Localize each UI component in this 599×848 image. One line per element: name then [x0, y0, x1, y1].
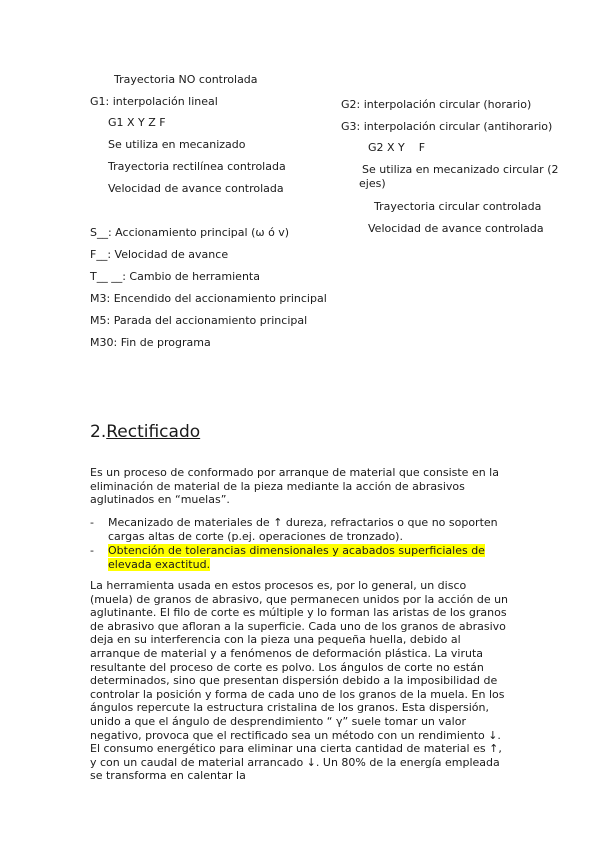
- g1-syntax: G1 X Y Z F: [108, 116, 166, 129]
- circular-velocity: Velocidad de avance controlada: [368, 222, 544, 235]
- section-title-text: Rectificado: [106, 422, 201, 442]
- circular-use-line2: ejes): [359, 177, 386, 190]
- bullet-dash: -: [90, 544, 94, 557]
- section-number: 2.: [90, 422, 107, 442]
- m5-code: M5: Parada del accionamiento principal: [90, 314, 308, 327]
- g2-syntax: G2 X Y F: [368, 141, 426, 154]
- g1-trajectory: Trayectoria rectilínea controlada: [108, 160, 286, 173]
- s-code: S__: Accionamiento principal (ω ó v): [90, 226, 290, 239]
- intro-paragraph: Es un proceso de conformado por arranque de material que consiste en la eliminación de material de la pieza mediante la acción de abrasivos aglutinados en “muelas”.: [90, 466, 499, 507]
- g2-heading: G2: interpolación circular (horario): [341, 98, 532, 111]
- m30-code: M30: Fin de programa: [90, 336, 211, 349]
- g1-velocity: Velocidad de avance controlada: [108, 182, 284, 195]
- m3-code: M3: Encendido del accionamiento principal: [90, 292, 327, 305]
- g1-use: Se utiliza en mecanizado: [108, 138, 246, 151]
- t-code: T__ __: Cambio de herramienta: [90, 270, 260, 283]
- circular-use-line1: Se utiliza en mecanizado circular (2: [362, 163, 559, 176]
- body-paragraph: La herramienta usada en estos procesos es, por lo general, un disco (muela) de granos de abrasivo, que permanecen unidos por la acción de un aglutinante. El filo de corte es múltiple y lo forman las aristas de los granos de abrasivo que afloran a la superficie. Cada uno de los granos de abrasivo deja en su interferencia con la pieza una pequeña huella, debido al arranque de material y a fenómenos de deformación plástica. La viruta resultante del proceso de corte es polvo. Los ángulos de corte no están determinados, sino que presentan dispersión debido a la imposibilidad de controlar la posición y forma de cada uno de los granos de la muela. En los ángulos repercute la estructura cristalina de los granos. Esta dispersión, unido a que el ángulo de desprendimiento “ γ” suele tomar un valor negativo, provoca que el rectificado sea un método con un rendimiento ↓. El consumo energético para eliminar una cierta cantidad de material es ↑, y con un caudal de material arrancado ↓. Un 80% de la energía empleada se transforma en calentar la: [90, 579, 509, 783]
- bullet-dash: -: [90, 516, 94, 529]
- f-code: F__: Velocidad de avance: [90, 248, 229, 261]
- section-title: [90, 422, 200, 442]
- highlighted-bullet-text: Obtención de tolerancias dimensionales y acabados superficiales de elevada exactitud.: [108, 544, 485, 571]
- circular-trajectory: Trayectoria circular controlada: [374, 200, 542, 213]
- bullet-item-2: [90, 544, 510, 572]
- bullet-item-1: [90, 516, 510, 544]
- g3-heading: G3: interpolación circular (antihorario): [341, 120, 553, 133]
- bullet-text: Mecanizado de materiales de ↑ dureza, refractarios o que no soporten cargas altas de corte (p.ej. operaciones de tronzado).: [108, 516, 498, 543]
- g1-heading: G1: interpolación lineal: [90, 95, 218, 108]
- trajectory-uncontrolled-text: Trayectoria NO controlada: [114, 73, 258, 86]
